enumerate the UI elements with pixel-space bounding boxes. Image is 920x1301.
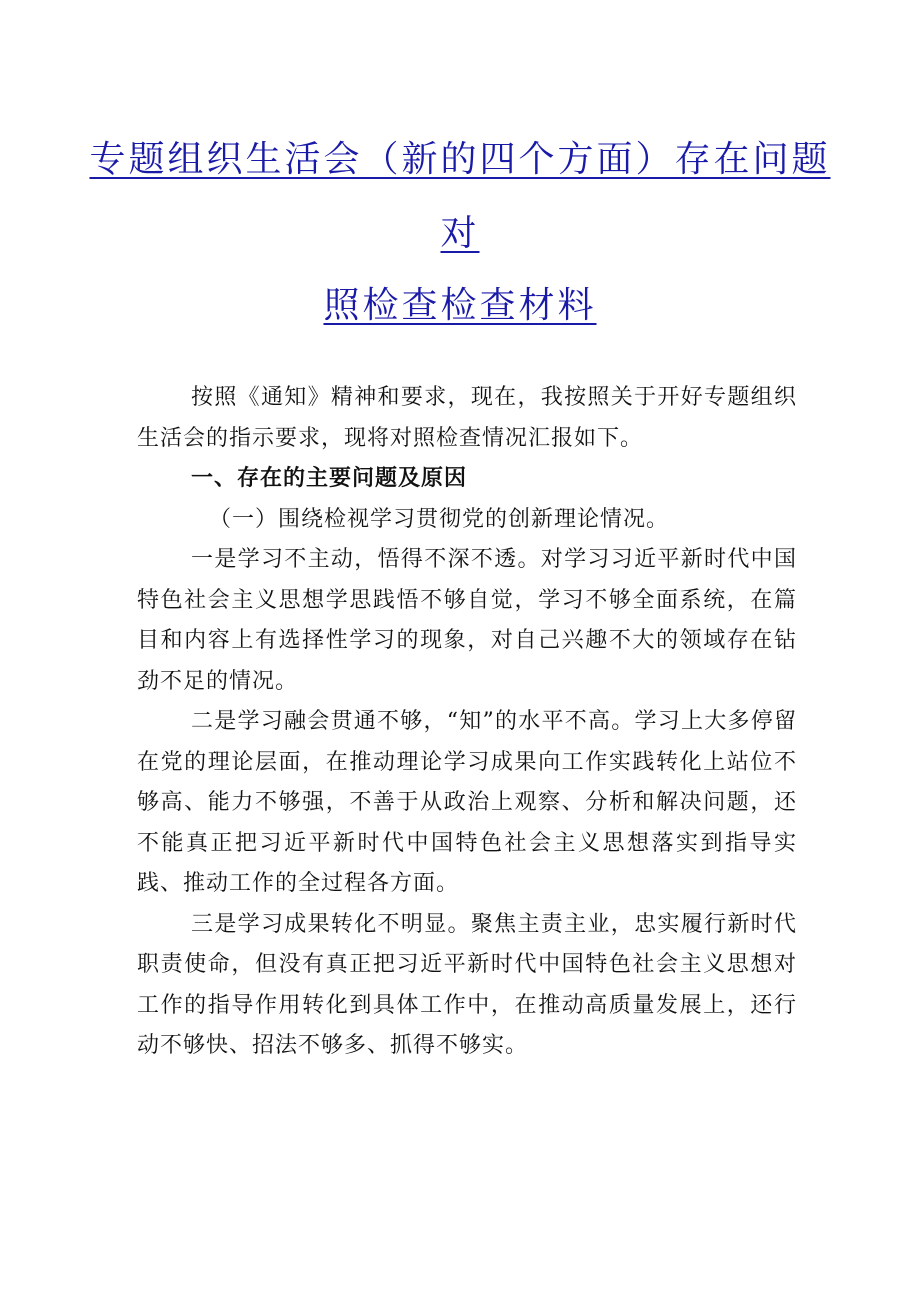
document-title-line-3 <box>0 282 920 330</box>
point-paragraph-1: 一是学习不主动，悟得不深不透。对学习习近平新时代中国特色社会主义思想学思践悟不够自觉，学习不够全面系统，在篇目和内容上有选择性学习的现象，对自己兴趣不大的领域存在钻劲不足的情况。 <box>137 547 797 694</box>
title-text-2: 对 <box>440 213 480 254</box>
point-paragraph-3: 三是学习成果转化不明显。聚焦主责主业，忠实履行新时代职责使命，但没有真正把习近平新时代中国特色社会主义思想对工作的指导作用转化到具体工作中，在推动高质量发展上，还行动不够快、招法不够多、抓得不够实。 <box>137 911 797 1058</box>
document-title-line-2 <box>0 210 920 258</box>
document-title-line-1 <box>0 136 920 184</box>
document-body <box>137 378 797 1067</box>
intro-paragraph: 按照《通知》精神和要求，现在，我按照关于开好专题组织生活会的指示要求，现将对照检查情况汇报如下。 <box>137 385 797 451</box>
subsection-heading: （一）围绕检视学习贯彻党的创新理论情况。 <box>209 506 670 532</box>
title-text-1: 专题组织生活会（新的四个方面）存在问题 <box>89 139 831 180</box>
title-text-3: 照检查检查材料 <box>323 285 597 326</box>
section-heading: 一、存在的主要问题及原因 <box>191 466 468 491</box>
point-paragraph-2: 二是学习融会贯通不够，“知”的水平不高。学习上大多停留在党的理论层面，在推动理论学习成果向工作实践转化上站位不够高、能力不够强，不善于从政治上观察、分析和解决问题，还不能真正把习近平新时代中国特色社会主义思想落实到指导实践、推动工作的全过程各方面。 <box>137 709 797 896</box>
